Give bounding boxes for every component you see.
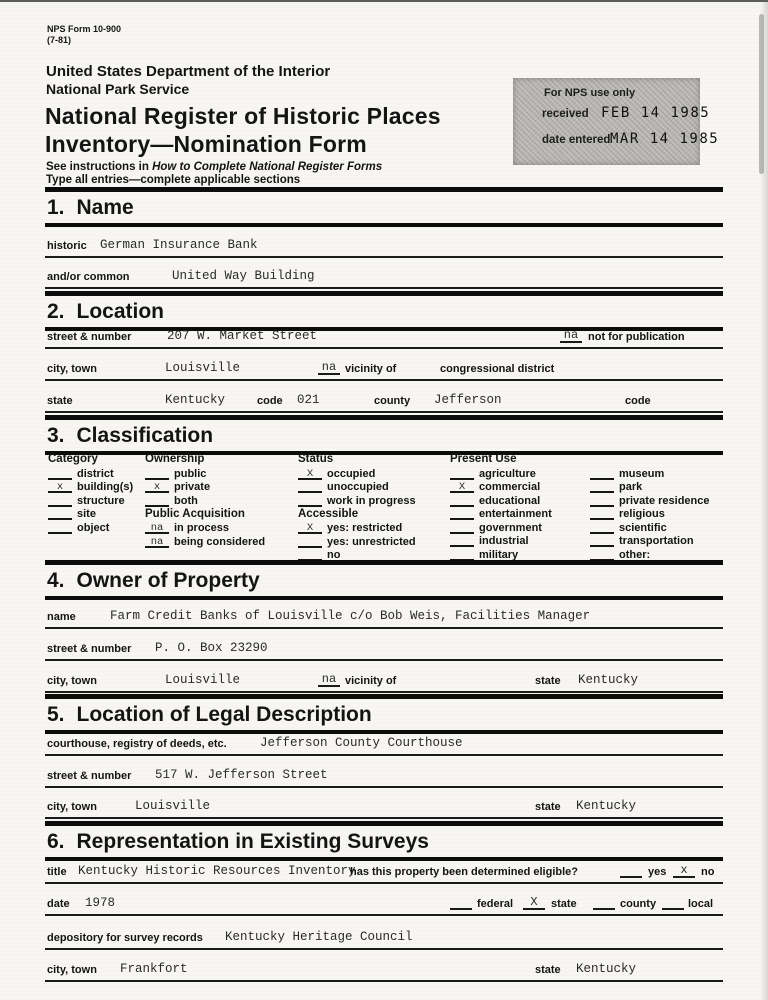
commercial-mark: X (450, 481, 474, 493)
section-5-title: Location of Legal Description (76, 703, 372, 726)
state-code-label: code (257, 395, 283, 407)
checkbox-occupied (298, 466, 416, 480)
checkbox-military (450, 547, 552, 561)
yes-restricted-mark: X (298, 522, 322, 534)
checkbox-yes-unrestricted (298, 534, 416, 548)
state-code-value: 021 (297, 393, 320, 407)
field-row-survey-title (45, 853, 723, 884)
historic-label: historic (47, 240, 87, 252)
accessible-title: Accessible (298, 507, 359, 520)
section-2-title: Location (76, 300, 165, 323)
section-3-number: 3. (47, 424, 65, 447)
religious-mark (590, 508, 614, 520)
public-mark (145, 468, 169, 480)
state-survey-mark: X (523, 895, 545, 910)
owner-state-value: Kentucky (578, 673, 639, 687)
section-3-title: Classification (76, 424, 214, 447)
federal-label: federal (477, 898, 514, 910)
status-column (298, 452, 416, 561)
commercial-label: commercial (479, 481, 541, 493)
checkbox-scientific (590, 520, 710, 534)
vicinity-mark: na (318, 360, 340, 375)
received-label: received (542, 108, 589, 120)
checkbox-unoccupied (298, 480, 416, 494)
form-number-line2: (7-81) (47, 35, 72, 45)
checkbox-government (450, 520, 552, 534)
checkbox-no (298, 548, 416, 562)
form-title-line2: Inventory—Nomination Form (45, 131, 367, 157)
legal-city-label: city, town (47, 801, 97, 813)
checkbox-educational (450, 493, 552, 507)
field-row-survey-date (45, 885, 723, 916)
date-entered-label: date entered (542, 134, 611, 146)
agriculture-label: agriculture (479, 467, 536, 480)
checkbox-both (145, 493, 265, 507)
government-mark (450, 522, 474, 534)
field-row-street (45, 318, 723, 349)
scientific-label: scientific (619, 521, 667, 534)
owner-city-value: Louisville (165, 673, 241, 687)
section-1-title: Name (76, 196, 134, 219)
owner-street-value: P. O. Box 23290 (155, 641, 268, 655)
present-use-title: Present Use (450, 453, 517, 465)
checkbox-transportation (590, 534, 710, 548)
common-name-value: United Way Building (172, 269, 315, 283)
structure-label: structure (77, 494, 125, 507)
vicinity-label: vicinity of (345, 363, 397, 375)
other-label: other: (619, 548, 651, 561)
form-number-line1: NPS Form 10-900 (47, 24, 122, 34)
field-row-legal-city (45, 788, 723, 819)
category-column (48, 452, 133, 534)
work-in-progress-label: work in progress (327, 494, 416, 507)
entertainment-label: entertainment (479, 508, 552, 520)
county-survey-mark (593, 895, 615, 910)
checkbox-structure (48, 493, 133, 507)
checkbox-site (48, 507, 133, 521)
checkbox-private-residence (590, 493, 710, 507)
ownership-column (145, 452, 265, 548)
category-title: Category (48, 453, 98, 465)
form-title-line1: National Register of Historic Places (45, 103, 441, 129)
section-6-title: Representation in Existing Surveys (76, 830, 429, 853)
checkbox-industrial (450, 534, 552, 548)
transportation-mark (590, 535, 614, 547)
courthouse-label: courthouse, registry of deeds, etc. (47, 738, 227, 750)
unoccupied-mark (298, 481, 322, 493)
checkbox-religious (590, 507, 710, 521)
form-number (47, 24, 121, 46)
museum-label: museum (619, 467, 665, 480)
instructions-line1 (46, 161, 382, 173)
county-value: Jefferson (434, 393, 502, 407)
agency-name: National Park Service (46, 81, 190, 97)
instructions-pre: See instructions in (46, 161, 153, 173)
park-mark (590, 481, 614, 493)
common-name-label: and/or common (47, 271, 130, 283)
eligible-yes-label: yes (648, 866, 667, 878)
checkbox-public (145, 466, 265, 480)
checkbox-museum (590, 466, 710, 480)
park-label: park (619, 481, 643, 493)
section-5-number: 5. (47, 703, 65, 726)
checkbox-being-considered (145, 534, 265, 548)
private-mark: x (145, 481, 169, 493)
museum-mark (590, 468, 614, 480)
field-row-survey-city (45, 951, 723, 982)
district-label: district (77, 467, 114, 480)
legal-state-label: state (535, 801, 561, 813)
transportation-label: transportation (619, 535, 694, 547)
status-title: Status (298, 453, 334, 465)
checkbox-agriculture (450, 466, 552, 480)
structure-mark (48, 495, 72, 507)
eligible-yes-mark (620, 863, 642, 878)
field-row-legal-street (45, 757, 723, 788)
local-survey-mark (662, 895, 684, 910)
in-process-mark: na (145, 522, 169, 534)
courthouse-value: Jefferson County Courthouse (260, 736, 463, 750)
both-label: both (174, 494, 198, 507)
present-use-col2-spacer (590, 452, 710, 466)
instructions-line2: Type all entries—complete applicable sections (46, 174, 301, 186)
survey-state-label: state (535, 964, 561, 976)
checkbox-in-process (145, 521, 265, 535)
military-mark (450, 549, 474, 561)
field-row-state (45, 382, 723, 413)
being-considered-mark: na (145, 536, 169, 548)
county-label: county (374, 395, 411, 407)
public-acquisition-title: Public Acquisition (145, 507, 245, 520)
buildings-label: building(s) (77, 481, 134, 493)
classification-grid (45, 452, 723, 564)
survey-date-label: date (47, 898, 70, 910)
state-value: Kentucky (165, 393, 226, 407)
present-use-column-2 (590, 452, 710, 561)
federal-mark (450, 895, 472, 910)
field-row-common-name (45, 258, 723, 289)
object-mark (48, 522, 72, 534)
state-survey-label: state (551, 898, 577, 910)
scan-top-edge-artifact (0, 0, 768, 2)
eligible-question-label: has this property been determined eligible? (350, 866, 578, 878)
being-considered-label: being considered (174, 535, 266, 548)
legal-state-value: Kentucky (576, 799, 637, 813)
street-value: 207 W. Market Street (167, 329, 318, 343)
field-row-owner-street (45, 630, 723, 661)
survey-state-value: Kentucky (576, 962, 637, 976)
survey-city-label: city, town (47, 964, 97, 976)
industrial-label: industrial (479, 535, 529, 547)
survey-title-value: Kentucky Historic Resources Inventory (78, 864, 356, 878)
city-value: Louisville (165, 361, 241, 375)
nps-use-only-box (513, 78, 720, 165)
work-in-progress-mark (298, 495, 322, 507)
nps-box-header: For NPS use only (544, 87, 636, 99)
both-mark (145, 495, 169, 507)
section-4-number: 4. (47, 569, 65, 592)
county-survey-label: county (620, 898, 657, 910)
owner-vicinity-label: vicinity of (345, 675, 397, 687)
owner-state-label: state (535, 675, 561, 687)
site-mark (48, 508, 72, 520)
private-residence-label: private residence (619, 494, 710, 507)
checkbox-entertainment (450, 507, 552, 521)
local-survey-label: local (688, 898, 714, 910)
private-residence-mark (590, 495, 614, 507)
field-row-historic (45, 227, 723, 258)
scan-smudge-artifact (759, 14, 764, 174)
agriculture-mark (450, 468, 474, 480)
received-date-stamp: FEB 14 1985 (601, 105, 711, 121)
legal-street-label: street & number (47, 770, 132, 782)
yes-unrestricted-label: yes: unrestricted (327, 535, 416, 548)
present-use-column-1 (450, 452, 552, 561)
owner-name-value: Farm Credit Banks of Louisville c/o Bob Weis, Facilities Manager (110, 609, 591, 623)
field-row-courthouse (45, 725, 723, 756)
county-code-label: code (625, 395, 651, 407)
section-2-number: 2. (47, 300, 65, 323)
checkbox-commercial (450, 480, 552, 494)
checkbox-other (590, 547, 710, 561)
site-label: site (77, 508, 96, 520)
scientific-mark (590, 522, 614, 534)
checkbox-yes-restricted (298, 521, 416, 535)
section-4-heading (45, 560, 723, 600)
state-label: state (47, 395, 73, 407)
depository-value: Kentucky Heritage Council (225, 930, 413, 944)
religious-label: religious (619, 508, 665, 520)
private-label: private (174, 481, 211, 493)
unoccupied-label: unoccupied (327, 481, 389, 493)
occupied-mark: X (298, 468, 322, 480)
legal-street-value: 517 W. Jefferson Street (155, 768, 328, 782)
survey-date-value: 1978 (85, 896, 116, 910)
date-entered-stamp: MAR 14 1985 (610, 131, 720, 147)
checkbox-private (145, 480, 265, 494)
occupied-label: occupied (327, 467, 376, 480)
not-for-publication-label: not for publication (588, 331, 685, 343)
industrial-mark (450, 535, 474, 547)
eligible-no-label: no (701, 866, 715, 878)
section-3-heading (45, 415, 723, 455)
entertainment-mark (450, 508, 474, 520)
object-label: object (77, 521, 110, 534)
in-process-label: in process (174, 522, 230, 534)
checkbox-work-in-progress (298, 493, 416, 507)
owner-name-label: name (47, 611, 76, 623)
district-mark (48, 468, 72, 480)
section-6-number: 6. (47, 830, 65, 853)
eligible-no-mark: x (673, 863, 695, 878)
historic-value: German Insurance Bank (100, 238, 258, 252)
survey-city-value: Frankfort (120, 962, 188, 976)
legal-city-value: Louisville (135, 799, 211, 813)
checkbox-park (590, 480, 710, 494)
city-label: city, town (47, 363, 97, 375)
field-row-city (45, 350, 723, 381)
section-4-title: Owner of Property (76, 569, 260, 592)
field-row-owner-city (45, 662, 723, 693)
military-label: military (479, 548, 519, 561)
ownership-title: Ownership (145, 453, 205, 465)
educational-label: educational (479, 494, 541, 507)
yes-restricted-label: yes: restricted (327, 522, 403, 534)
field-row-owner-name (45, 598, 723, 629)
depository-label: depository for survey records (47, 932, 203, 944)
yes-unrestricted-mark (298, 536, 322, 548)
section-1-heading (45, 187, 723, 227)
owner-vicinity-mark: na (318, 672, 340, 687)
department-name: United States Department of the Interior (46, 63, 331, 80)
owner-city-label: city, town (47, 675, 97, 687)
field-row-depository (45, 919, 723, 950)
buildings-mark: x (48, 481, 72, 493)
instructions-manual-title: How to Complete National Register Forms (152, 161, 383, 173)
section-1-number: 1. (47, 196, 65, 219)
educational-mark (450, 495, 474, 507)
government-label: government (479, 521, 542, 534)
not-for-publication-mark: na (560, 328, 582, 343)
owner-street-label: street & number (47, 643, 132, 655)
survey-title-label: title (47, 866, 67, 878)
checkbox-buildings (48, 480, 133, 494)
checkbox-district (48, 466, 133, 480)
congressional-district-label: congressional district (440, 363, 555, 375)
checkbox-object (48, 520, 133, 534)
public-label: public (174, 467, 207, 480)
no-access-label: no (327, 549, 341, 561)
street-label: street & number (47, 331, 132, 343)
other-mark (590, 549, 614, 561)
